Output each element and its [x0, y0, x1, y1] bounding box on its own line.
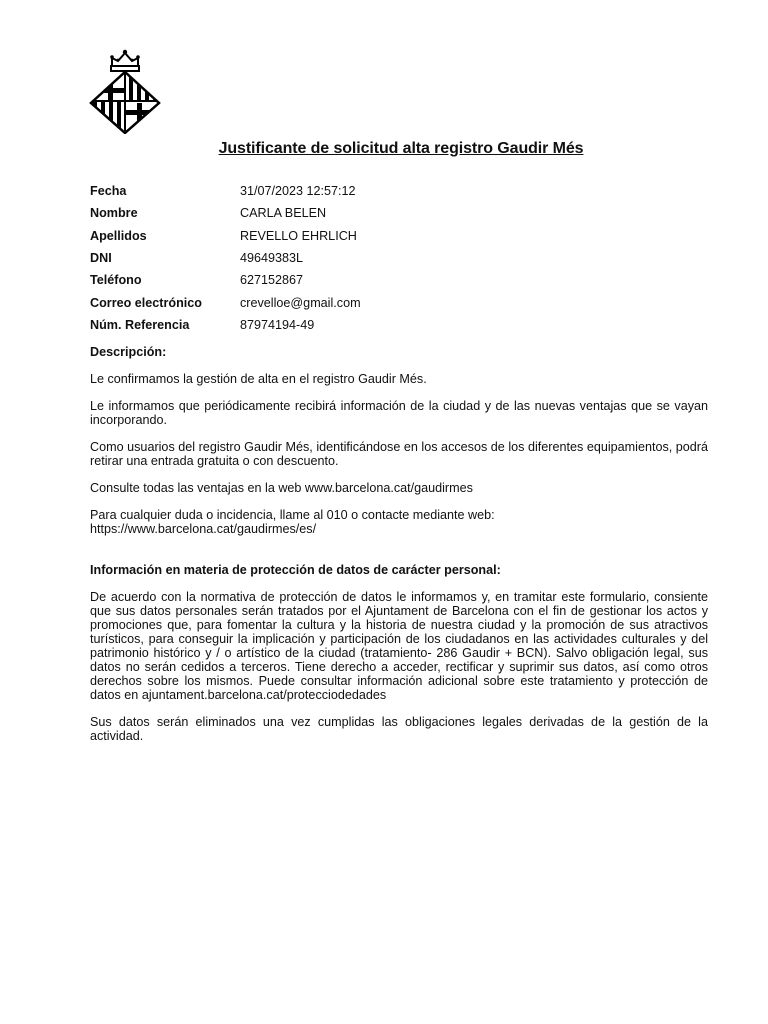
barcelona-coat-of-arms-icon [88, 48, 162, 134]
field-label: Correo electrónico [90, 295, 202, 310]
field-label: Teléfono [90, 273, 142, 288]
field-value: 49649383L [240, 251, 304, 266]
field-label: DNI [90, 251, 112, 266]
field-value: 87974194-49 [240, 317, 315, 332]
field-label: Apellidos [90, 228, 147, 243]
document-body [90, 345, 708, 756]
document-title: Justificante de solicitud alta registro Gaudir Més [218, 140, 584, 157]
field-value: crevelloe@gmail.com [240, 295, 361, 310]
field-label: Fecha [90, 184, 127, 199]
privacy-paragraph: De acuerdo con la normativa de protección de datos le informamos y, en tramitar este formulario, consiente que sus datos personales serán tratados por el Ajuntament de Barcelona con el fin de gestionar los actos y promociones que, para fomentar la cultura y la historia de nuestra ciudad y la promoción de sus atractivos turísticos, para conseguir la implicación y participación de los ciudadanos en las actividades culturales y del patrimonio histórico y / o artístico de la ciudad (tratamiento- 286 Gaudir + BCN). Salvo obligación legal, sus datos no serán cedidos a terceros. Tiene derecho a acceder, rectificar y suprimir sus datos, así como otros derechos sobre los mismos. Puede consultar información adicional sobre este tratamiento y protección de datos en ajuntament.barcelona.cat/protecciodedades [90, 590, 708, 702]
field-row-apellidos [90, 225, 710, 247]
description-paragraph: Le informamos que periódicamente recibirá información de la ciudad y de las nuevas ventajas que se vayan incorporando. [90, 399, 708, 427]
privacy-paragraph: Sus datos serán eliminados una vez cumplidas las obligaciones legales derivadas de la gestión de la actividad. [90, 715, 708, 743]
field-value: REVELLO EHRLICH [240, 228, 357, 243]
field-value: CARLA BELEN [240, 206, 327, 221]
contact-url: https://www.barcelona.cat/gaudirmes/es/ [90, 522, 317, 536]
contact-paragraph [90, 508, 708, 536]
field-label: Núm. Referencia [90, 317, 190, 332]
field-row-telefono [90, 269, 710, 291]
contact-text: Para cualquier duda o incidencia, llame al 010 o contacte mediante web: [90, 508, 495, 522]
privacy-heading: Información en materia de protección de datos de carácter personal: [90, 563, 501, 577]
field-value: 31/07/2023 12:57:12 [240, 184, 356, 199]
field-label: Nombre [90, 206, 138, 221]
description-paragraph: Consulte todas las ventajas en la web www.barcelona.cat/gaudirmes [90, 481, 473, 495]
field-value: 627152867 [240, 273, 304, 288]
description-heading: Descripción: [90, 345, 167, 359]
field-row-referencia [90, 314, 710, 336]
applicant-fields [90, 180, 710, 336]
field-row-fecha [90, 180, 710, 202]
field-row-correo [90, 291, 710, 313]
description-paragraph: Como usuarios del registro Gaudir Més, identificándose en los accesos de los diferentes equipamientos, podrá retirar una entrada gratuita o con descuento. [90, 440, 708, 468]
description-paragraph: Le confirmamos la gestión de alta en el registro Gaudir Més. [90, 372, 427, 386]
field-row-dni [90, 247, 710, 269]
field-row-nombre [90, 202, 710, 224]
